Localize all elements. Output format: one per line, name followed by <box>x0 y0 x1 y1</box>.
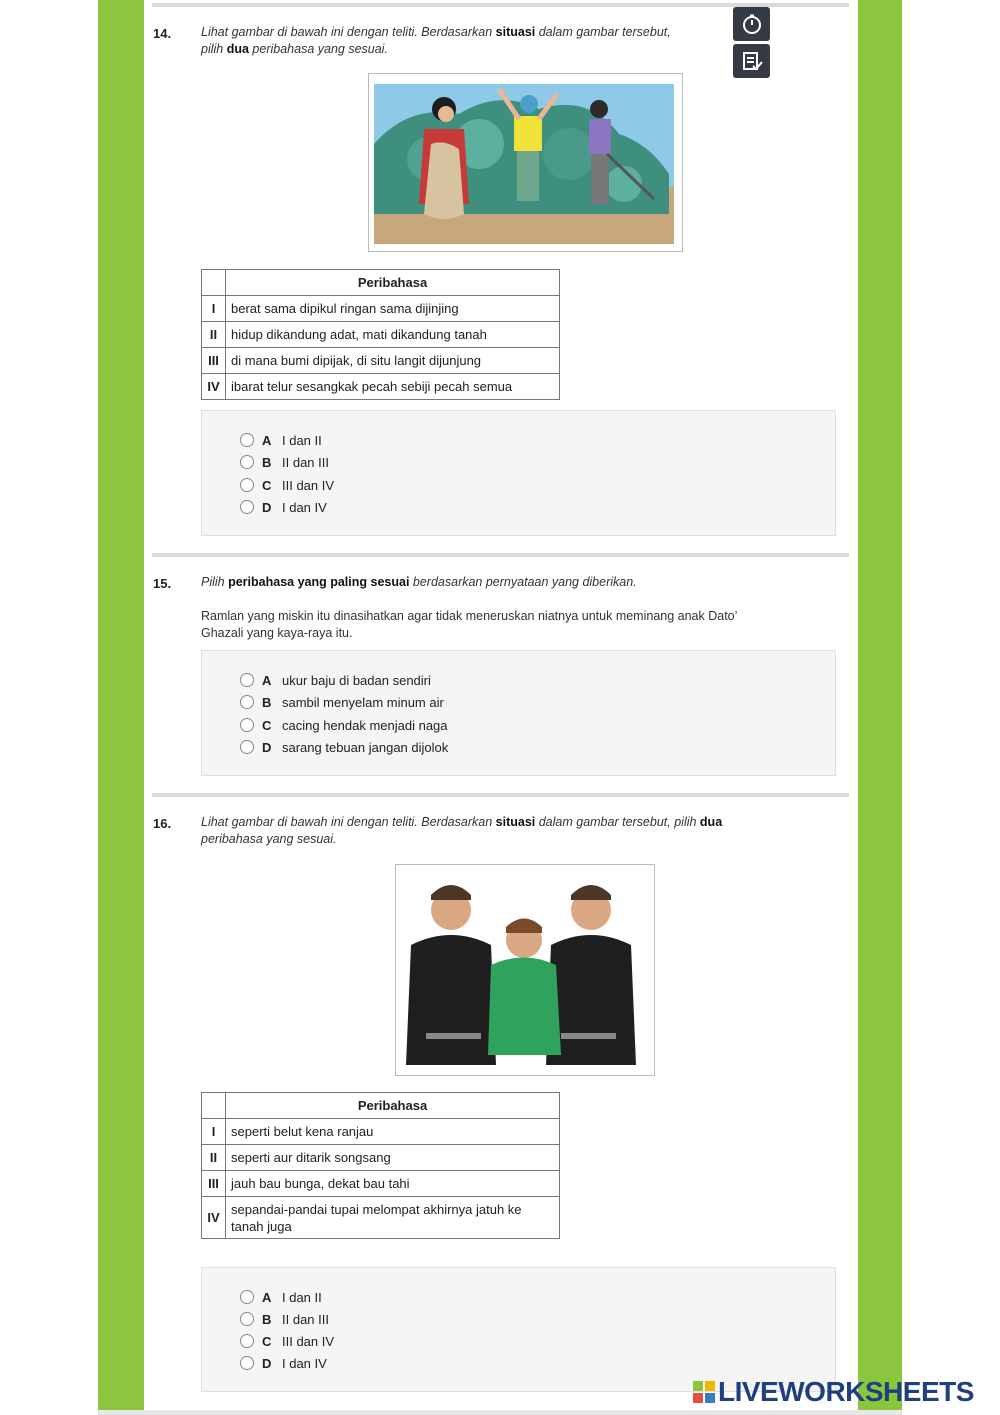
liveworksheets-logo[interactable] <box>692 1374 974 1410</box>
radio-button[interactable] <box>240 455 254 469</box>
gotong-royong-illustration <box>368 73 683 252</box>
table-row: IV ibarat telur sesangkak pecah sebiji pecah semua <box>202 374 560 400</box>
radio-button[interactable] <box>240 1312 254 1326</box>
question-prompt: Pilih peribahasa yang paling sesuai berdasarkan pernyataan yang diberikan. <box>201 575 637 589</box>
table-row: II seperti aur ditarik songsang <box>202 1145 560 1171</box>
timer-icon <box>741 13 763 35</box>
table-row: IV sepandai-pandai tupai melompat akhirnya jatuh ke tanah juga <box>202 1197 560 1239</box>
option-c[interactable]: C cacing hendak menjadi naga <box>240 716 448 734</box>
question-prompt: Lihat gambar di bawah ini dengan teliti. Berdasarkan situasi dalam gambar tersebut, pilih dua peribahasa yang sesuai. <box>201 25 671 56</box>
question-number: 16. <box>153 816 172 831</box>
peribahasa-table <box>201 1092 560 1239</box>
right-green-border <box>858 0 902 1410</box>
radio-button[interactable] <box>240 673 254 687</box>
answer-options-box <box>201 410 836 536</box>
question-statement: Ramlan yang miskin itu dinasihatkan agar tidak meneruskan niatnya untuk meminang anak Dato’ Ghazali yang kaya-raya itu. <box>201 609 738 640</box>
option-b[interactable]: B II dan III <box>240 1310 329 1328</box>
checklist-icon <box>741 50 763 72</box>
option-c[interactable]: C III dan IV <box>240 1332 334 1350</box>
table-row: II hidup dikandung adat, mati dikandung tanah <box>202 322 560 348</box>
option-d[interactable]: D sarang tebuan jangan dijolok <box>240 738 448 756</box>
radio-button[interactable] <box>240 1290 254 1304</box>
radio-button[interactable] <box>240 695 254 709</box>
radio-button[interactable] <box>240 1356 254 1370</box>
option-a[interactable]: A ukur baju di badan sendiri <box>240 671 431 689</box>
radio-button[interactable] <box>240 478 254 492</box>
table-row: III di mana bumi dipijak, di situ langit dijunjung <box>202 348 560 374</box>
logo-text: LIVEWORKSHEETS <box>718 1376 974 1407</box>
option-a[interactable]: A I dan II <box>240 431 322 449</box>
option-b[interactable]: B II dan III <box>240 453 329 471</box>
radio-button[interactable] <box>240 718 254 732</box>
option-d[interactable]: D I dan IV <box>240 498 327 516</box>
option-b[interactable]: B sambil menyelam minum air <box>240 693 444 711</box>
table-header: Peribahasa <box>226 1093 560 1119</box>
radio-button[interactable] <box>240 1334 254 1348</box>
option-a[interactable]: A I dan II <box>240 1288 322 1306</box>
table-row: I seperti belut kena ranjau <box>202 1119 560 1145</box>
table-row: I berat sama dipikul ringan sama dijinjing <box>202 296 560 322</box>
option-d[interactable]: D I dan IV <box>240 1354 327 1372</box>
bottom-edge <box>98 1410 902 1415</box>
table-row: III jauh bau bunga, dekat bau tahi <box>202 1171 560 1197</box>
timer-button[interactable] <box>733 7 770 41</box>
section-divider <box>152 793 849 797</box>
radio-button[interactable] <box>240 433 254 447</box>
question-number: 15. <box>153 576 172 591</box>
question-number: 14. <box>153 26 172 41</box>
peribahasa-table <box>201 269 560 400</box>
option-c[interactable]: C III dan IV <box>240 476 334 494</box>
finish-button[interactable] <box>733 44 770 78</box>
question-prompt: Lihat gambar di bawah ini dengan teliti. Berdasarkan situasi dalam gambar tersebut, pilih dua peribahasa yang sesuai. <box>201 815 723 846</box>
radio-button[interactable] <box>240 500 254 514</box>
arrest-illustration <box>395 864 655 1076</box>
radio-button[interactable] <box>240 740 254 754</box>
left-green-border <box>98 0 144 1410</box>
answer-options-box <box>201 650 836 776</box>
table-header: Peribahasa <box>226 270 560 296</box>
section-divider <box>152 553 849 557</box>
logo-icon <box>692 1380 716 1404</box>
